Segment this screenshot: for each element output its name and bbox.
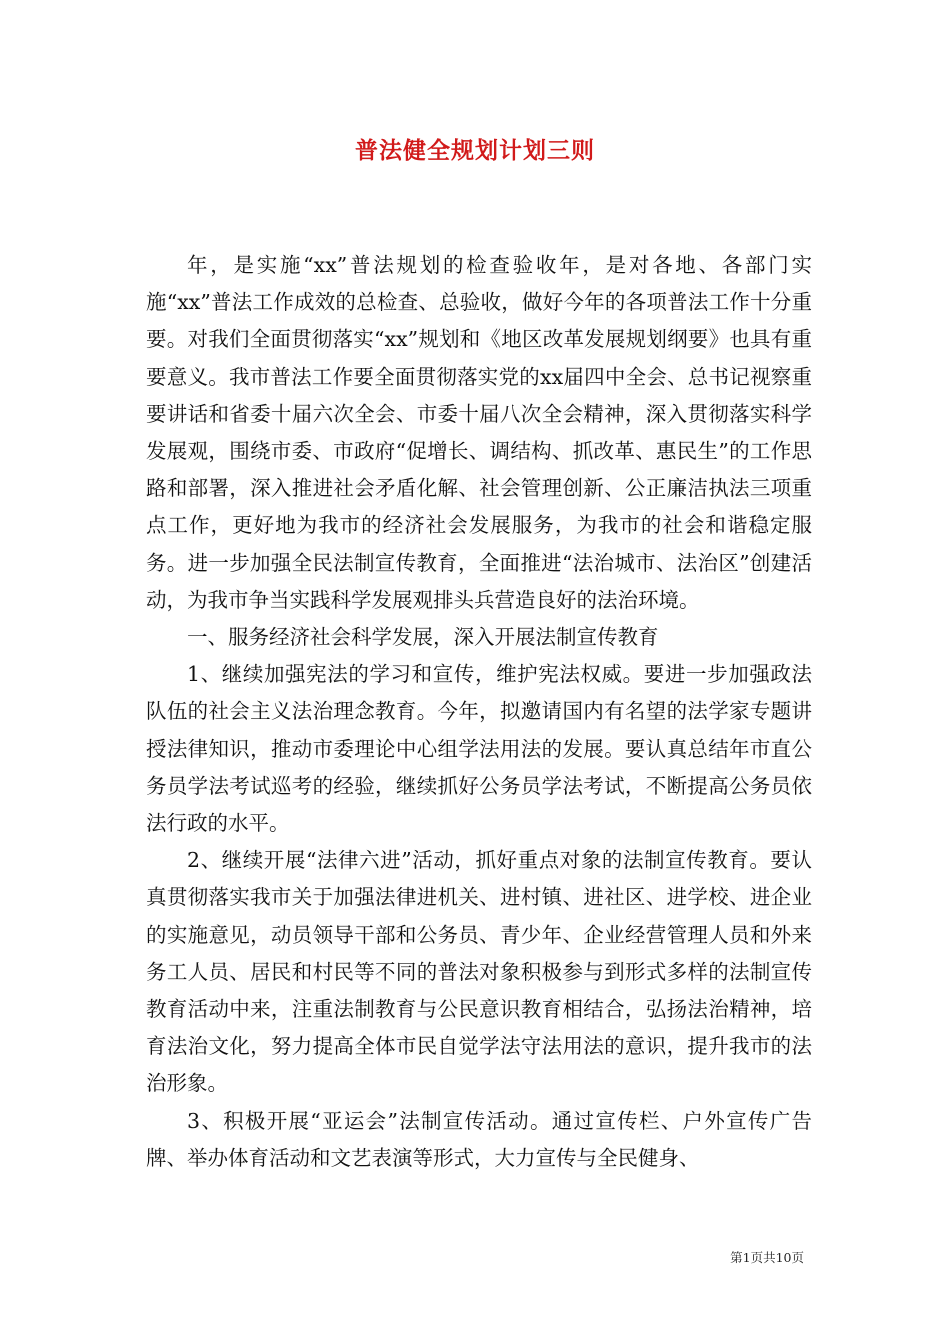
page-number: 第1页共10页 xyxy=(730,1250,804,1265)
paragraph: 2、继续开展“法律六进”活动，抓好重点对象的法制宣传教育。要认真贯彻落实我市关于加强法律进机关、进村镇、进社区、进学校、进企业的实施意见，动员领导干部和公务员、青少年、企业经营管理人员和外来务工人员、居民和村民等不同的普法对象积极参与到形式多样的法制宣传教育活动中来，注重法制教育与公民意识教育相结合，弘扬法治精神，培育法治文化，努力提高全体市民自觉学法守法用法的意识，提升我市的法治形象。 xyxy=(146,848,812,1096)
section-heading: 一、服务经济社会科学发展，深入开展法制宣传教育 xyxy=(187,625,659,650)
document-title: 普法健全规划计划三则 xyxy=(355,137,595,164)
paragraph: 3、积极开展“亚运会”法制宣传活动。通过宣传栏、户外宣传广告牌、举办体育活动和文艺表演等形式，大力宣传与全民健身、 xyxy=(146,1108,812,1170)
document-body xyxy=(146,247,812,1177)
paragraph: 年，是实施“xx”普法规划的检查验收年，是对各地、各部门实施“xx”普法工作成效的总检查、总验收，做好今年的各项普法工作十分重要。对我们全面贯彻落实“xx”规划和《地区改革发展规划纲要》也具有重要意义。我市普法工作要全面贯彻落实党的xx届四中全会、总书记视察重要讲话和省委十届六次全会、市委十届八次全会精神，深入贯彻落实科学发展观，围绕市委、市政府“促增长、调结构、抓改革、惠民生”的工作思路和部署，深入推进社会矛盾化解、社会管理创新、公正廉洁执法三项重点工作，更好地为我市的经济社会发展服务，为我市的社会和谐稳定服务。进一步加强全民法制宣传教育，全面推进“法治城市、法治区”创建活动，为我市争当实践科学发展观排头兵营造良好的法治环境。 xyxy=(146,253,812,612)
paragraph: 1、继续加强宪法的学习和宣传，维护宪法权威。要进一步加强政法队伍的社会主义法治理念教育。今年，拟邀请国内有名望的法学家专题讲授法律知识，推动市委理论中心组学法用法的发展。要认真总结年市直公务员学法考试巡考的经验，继续抓好公务员学法考试，不断提高公务员依法行政的水平。 xyxy=(146,662,812,836)
